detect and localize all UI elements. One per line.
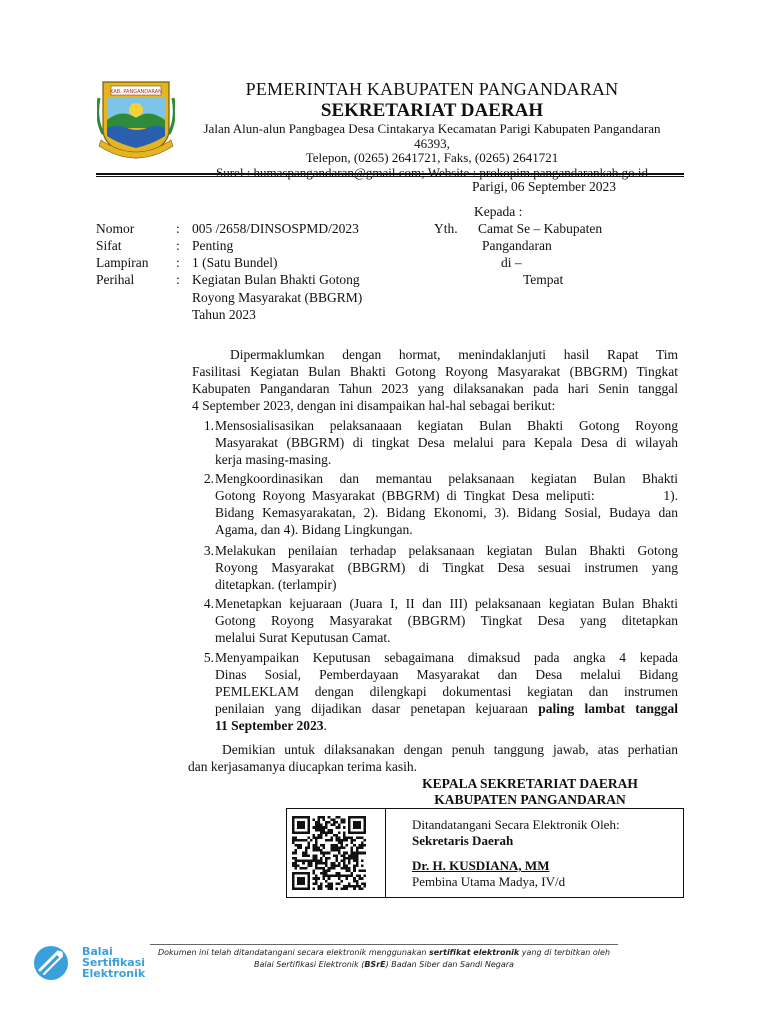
perihal-colon: : — [176, 272, 180, 287]
perihal-value: Kegiatan Bulan Bhakti Gotong — [192, 272, 360, 287]
footer-note — [150, 947, 618, 971]
footer-rule — [150, 944, 618, 945]
kepada-label: Kepada : — [474, 204, 523, 219]
signer-rank: Pembina Utama Madya, IV/d — [412, 874, 566, 889]
bsre-logo-icon — [32, 944, 76, 982]
item-2-line-4: Agama, dan 4). Bidang Lingkungan. — [215, 522, 413, 537]
item-3-line-2: Royong Masyarakat (BBGRM) di Tingkat Desa sesuai instrumen yang — [215, 560, 678, 575]
sifat-value: Penting — [192, 238, 234, 253]
item-5-line-5 — [215, 717, 678, 735]
deadline-phrase: paling lambat tanggal — [538, 701, 678, 716]
item-5-number: 5. — [203, 650, 214, 665]
item-4-line-3: melalui Surat Keputusan Camat. — [215, 630, 391, 645]
address-line-2: 46393, — [414, 135, 450, 151]
logo-banner-text: KAB. PANGANDARAN — [110, 89, 162, 95]
address-line-1: Jalan Alun-alun Pangbagea Desa Cintakarya Kecamatan Parigi Kabupaten Pangandaran — [203, 121, 661, 136]
intro-line-4: 4 September 2023, dengan ini disampaikan hal-hal sebagai berikut: — [192, 398, 556, 413]
footer-line-2-a: Balai Sertifikasi Elektronik ( — [254, 960, 365, 969]
intro-line-2: Fasilitasi Kegiatan Bulan Bhakti Gotong Royong Masyarakat (BBGRM) Tingkat — [192, 364, 678, 379]
letter-date: Parigi, 06 September 2023 — [472, 179, 616, 194]
item-2-line-2: Gotong Royong Masyarakat (BBGRM) di Tingkat Desa meliputi: 1). — [215, 488, 678, 503]
lampiran-colon: : — [176, 255, 180, 270]
footer-line-1-bold: sertifikat elektronik — [428, 948, 520, 957]
recipient-line-2: Pangandaran — [482, 238, 552, 253]
government-name: PEMERINTAH KABUPATEN PANGANDARAN — [245, 79, 619, 99]
item-5-line-5-end: . — [323, 718, 327, 733]
email-website: Surel : humaspangandaran@gmail.com; Website : prokopim.pangandarankab.go.id — [216, 164, 648, 180]
perihal-label: Perihal — [96, 272, 135, 287]
perihal-line-3: Tahun 2023 — [192, 307, 256, 322]
item-1-line-1: Mensosialisasikan pelaksanaaan kegiatan Bulan Bhakti Gotong Royong — [215, 418, 678, 433]
item-2-line-3: Bidang Kemasyarakatan, 2). Bidang Ekonomi, 3). Bidang Sosial, Budaya dan — [215, 505, 678, 520]
item-4-number: 4. — [203, 596, 214, 611]
sifat-colon: : — [176, 238, 180, 253]
di-label: di – — [501, 255, 522, 270]
footer-line-1-c: yang di terbitkan oleh — [519, 948, 611, 957]
tempat-label: Tempat — [523, 272, 564, 287]
nomor-value: 005 /2658/DINSOSPMD/2023 — [192, 221, 359, 236]
item-1-line-2: Masyarakat (BBGRM) di tingkat Desa melalui para Kepala Desa di wilayah — [215, 435, 678, 450]
item-5-line-1: Menyampaikan Keputusan sebagaimana dimaksud pada angka 4 kepada — [215, 650, 678, 665]
bsre-word-1: Balai — [82, 945, 113, 958]
sifat-label: Sifat — [96, 238, 122, 253]
deadline-date: 11 September 2023 — [215, 718, 324, 733]
item-5-line-3: PEMLEKLAM dengan dilengkapi dokumentasi kegiatan dan instrumen — [215, 684, 678, 699]
item-4-line-2: Gotong Royong Masyarakat (BBGRM) Tingkat Desa yang ditetapkan — [215, 613, 678, 628]
qr-code-icon — [292, 815, 366, 891]
footer-line-1-a: Dokumen ini telah ditandatangani secara elektronik menggunakan — [157, 948, 429, 957]
item-3-number: 3. — [203, 543, 214, 558]
signatory-title-line-1: KEPALA SEKRETARIAT DAERAH — [422, 776, 638, 791]
header-rule-thin — [96, 176, 684, 177]
signer-name: Dr. H. KUSDIANA, MM — [412, 858, 550, 873]
item-5-line-4-text: penilaian yang dijadikan dasar penetapan kejuaraan — [215, 701, 539, 716]
item-4-line-1: Menetapkan kejuaraan (Juara I, II dan III) pelaksanaan kegiatan Bulan Bhakti — [215, 596, 678, 611]
header-rule-thick — [96, 173, 684, 175]
item-2-line-1: Mengkoordinasikan dan memantau pelaksanaan kegiatan Bulan Bhakti — [215, 471, 678, 486]
intro-line-3: Kabupaten Pangandaran Tahun 2023 yang dilaksanakan pada hari Senin tanggal — [192, 381, 678, 396]
lampiran-value: 1 (Satu Bundel) — [192, 255, 278, 270]
item-5-line-2: Dinas Sosial, Pemberdayaan Masyarakat dan Desa melalui Bidang — [215, 667, 678, 682]
recipient-line-1: Camat Se – Kabupaten — [478, 221, 603, 236]
bsre-word-2: Sertifikasi — [82, 956, 146, 969]
nomor-colon: : — [176, 221, 180, 236]
signed-electronically-label: Ditandatangani Secara Elektronik Oleh: — [412, 817, 620, 832]
item-1-line-3: kerja masing-masing. — [215, 452, 332, 467]
secretariat-name: SEKRETARIAT DAERAH — [320, 100, 544, 121]
footer-line-2 — [150, 959, 618, 971]
signatory-title-line-2: KABUPATEN PANGANDARAN — [434, 792, 626, 807]
item-3-line-1: Melakukan penilaian terhadap pelaksanaan kegiatan Bulan Bhakti Gotong — [215, 543, 678, 558]
closing-line-1: Demikian untuk dilaksanakan dengan penuh tanggung jawab, atas perhatian — [222, 742, 678, 757]
e-signature-divider — [385, 808, 386, 898]
lampiran-label: Lampiran — [96, 255, 149, 270]
bsre-wordmark — [82, 946, 145, 979]
item-2-number: 2. — [203, 471, 214, 486]
footer-line-2-bold: BSrE — [364, 960, 386, 969]
nomor-label: Nomor — [96, 221, 135, 236]
item-3-line-3: ditetapkan. (terlampir) — [215, 577, 337, 592]
bsre-word-3: Elektronik — [82, 967, 146, 980]
phone-fax: Telepon, (0265) 2641721, Faks, (0265) 2641721 — [305, 150, 559, 165]
signer-position: Sekretaris Daerah — [412, 833, 514, 848]
item-5-line-4 — [215, 700, 678, 718]
intro-line-1: Dipermaklumkan dengan hormat, menindaklanjuti hasil Rapat Tim — [230, 347, 678, 362]
closing-line-2: dan kerjasamanya diucapkan terima kasih. — [188, 759, 418, 774]
perihal-line-2: Royong Masyarakat (BBGRM) — [192, 290, 363, 305]
footer-line-2-c: ) Badan Siber dan Sandi Negara — [385, 960, 514, 969]
footer-line-1 — [150, 947, 618, 959]
item-1-number: 1. — [203, 418, 214, 433]
yth-label: Yth. — [434, 221, 458, 236]
regency-logo — [97, 78, 175, 164]
